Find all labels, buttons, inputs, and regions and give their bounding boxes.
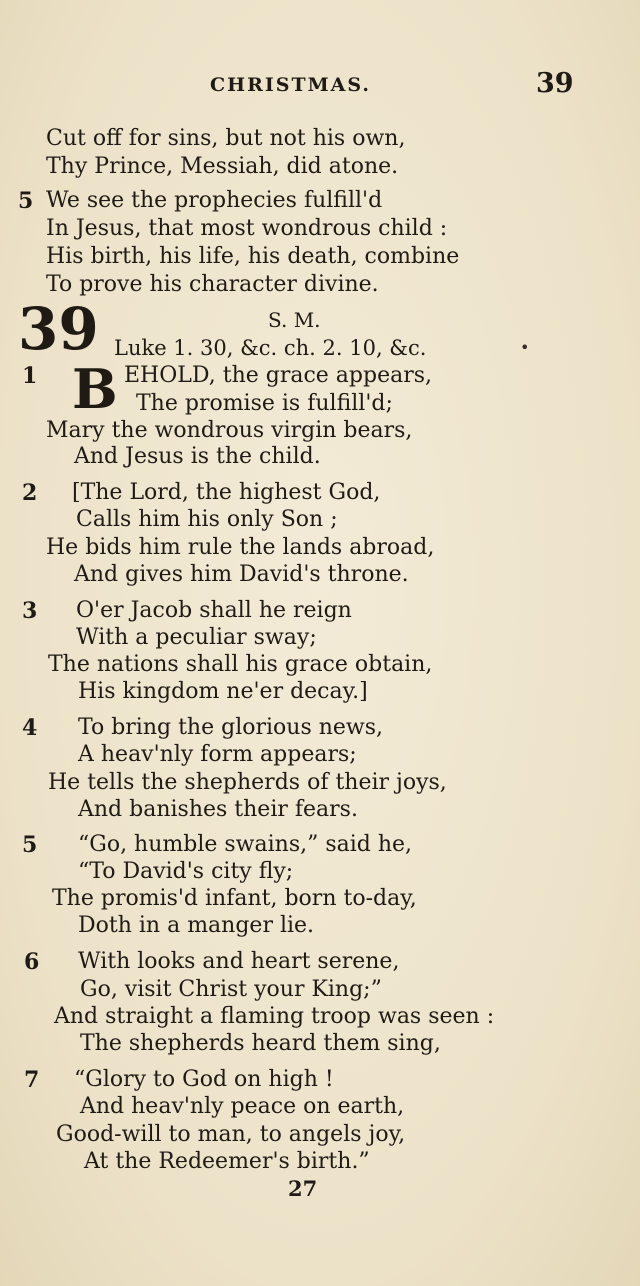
verse-line: His birth, his life, his death, combine bbox=[46, 244, 460, 269]
verse-line: The nations shall his grace obtain, bbox=[48, 652, 433, 677]
verse-line: And Jesus is the child. bbox=[74, 444, 321, 469]
verse-line: And banishes their fears. bbox=[78, 797, 358, 822]
verse-line: And gives him David's throne. bbox=[74, 562, 409, 587]
verse-number: 1 bbox=[22, 363, 38, 389]
verse-line: EHOLD, the grace appears, bbox=[124, 363, 433, 388]
page-number: 39 bbox=[536, 68, 574, 99]
verse-line: The promise is fulfill'd; bbox=[136, 391, 393, 416]
verse-line: The promis'd infant, born to-day, bbox=[52, 886, 417, 911]
verse-line: In Jesus, that most wondrous child : bbox=[46, 216, 448, 241]
verse-line: To bring the glorious news, bbox=[78, 715, 384, 740]
verse-line: “Go, humble swains,” said he, bbox=[78, 832, 413, 857]
verse-line: He bids him rule the lands abroad, bbox=[46, 535, 435, 560]
signature-folio: 27 bbox=[288, 1176, 318, 1201]
verse-line: His kingdom ne'er decay.] bbox=[78, 679, 368, 704]
verse-line: Mary the wondrous virgin bears, bbox=[46, 418, 413, 443]
verse-line: With looks and heart serene, bbox=[78, 949, 400, 974]
verse-number: 4 bbox=[22, 715, 38, 741]
verse-number: 3 bbox=[22, 598, 38, 624]
scripture-reference: Luke 1. 30, &c. ch. 2. 10, &c. bbox=[114, 336, 427, 360]
running-title: CHRISTMAS. bbox=[210, 74, 372, 96]
verse-line: And heav'nly peace on earth, bbox=[80, 1094, 405, 1119]
verse-line: Go, visit Christ your King;” bbox=[80, 977, 382, 1002]
ink-mark-icon: • bbox=[520, 338, 530, 357]
verse-number: 7 bbox=[24, 1067, 40, 1093]
verse-line: The shepherds heard them sing, bbox=[80, 1031, 441, 1056]
verse-line: To prove his character divine. bbox=[46, 272, 379, 297]
verse-line: Doth in a manger lie. bbox=[78, 913, 315, 938]
verse-line: And straight a flaming troop was seen : bbox=[54, 1004, 495, 1029]
continued-line: Cut off for sins, but not his own, bbox=[46, 126, 406, 151]
verse-line: “Glory to God on high ! bbox=[74, 1067, 334, 1092]
continued-line: Thy Prince, Messiah, did atone. bbox=[46, 154, 399, 179]
verse-number: 5 bbox=[18, 188, 34, 214]
verse-line: A heav'nly form appears; bbox=[78, 742, 357, 767]
verse-line: Good-will to man, to angels joy, bbox=[56, 1122, 406, 1147]
verse-line: Calls him his only Son ; bbox=[76, 507, 338, 532]
hymn-meter: S. M. bbox=[268, 308, 321, 332]
verse-line: He tells the shepherds of their joys, bbox=[48, 770, 447, 795]
running-head bbox=[0, 68, 640, 104]
verse-line: O'er Jacob shall he reign bbox=[76, 598, 352, 623]
verse-line: We see the prophecies fulfill'd bbox=[46, 188, 383, 213]
hymn-number: 39 bbox=[18, 295, 99, 363]
drop-cap: B bbox=[72, 357, 118, 421]
verse-line: [The Lord, the highest God, bbox=[72, 480, 381, 505]
verse-line: “To David's city fly; bbox=[78, 859, 294, 884]
verse-line: At the Redeemer's birth.” bbox=[84, 1149, 370, 1174]
verse-line: With a peculiar sway; bbox=[76, 625, 317, 650]
verse-number: 5 bbox=[22, 832, 38, 858]
verse-number: 2 bbox=[22, 480, 38, 506]
verse-number: 6 bbox=[24, 949, 40, 975]
